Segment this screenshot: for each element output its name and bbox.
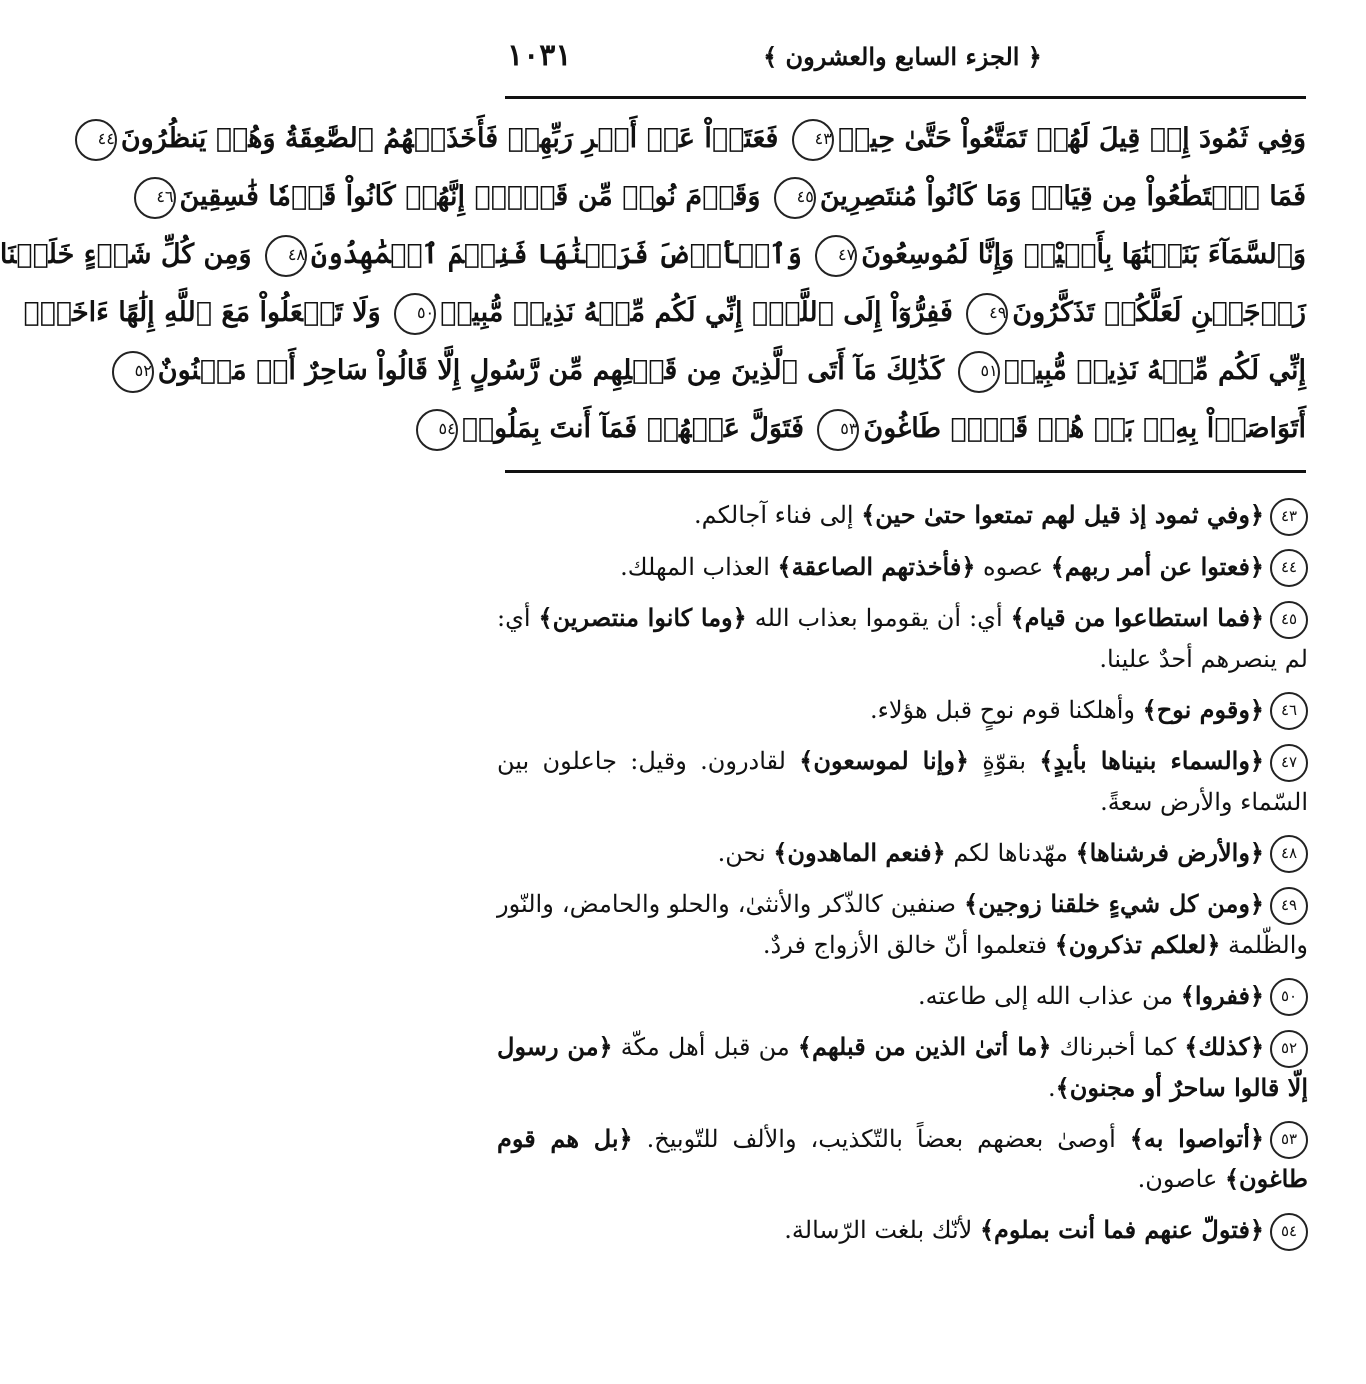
commentary-text: فتعلموا أنّ خالق الأزواج فردٌ. bbox=[762, 930, 1055, 959]
commentary-text: صنفين كالذّكر والأنثىٰ، والحلو والحامض، والنّور والظّلمة bbox=[497, 890, 1308, 959]
tafsir-entry bbox=[497, 1210, 1308, 1251]
running-title: ﴿ الجزء السابع والعشرون ﴾ bbox=[763, 42, 1042, 71]
quoted-verse: ﴿لعلكم تذكرون﴾ bbox=[1054, 929, 1221, 959]
commentary-text: عصوه bbox=[975, 552, 1051, 581]
ayah-text: فَمَا ٱسۡتَطَٰعُواْ مِن قِيَامٖ وَمَا كَانُواْ مُنتَصِرِينَ bbox=[819, 181, 1306, 212]
ayah-number-marker: ٤٤ bbox=[75, 119, 117, 161]
commentary-text: بقوّةٍ bbox=[969, 747, 1040, 775]
quran-line bbox=[0, 226, 1306, 284]
ayah-number-marker: ٤٥ bbox=[774, 177, 816, 219]
quoted-verse: ﴿وقوم نوح﴾ bbox=[1142, 694, 1264, 724]
tafsir-entry bbox=[497, 690, 1308, 731]
tafsir-block bbox=[497, 495, 1308, 1262]
quoted-verse: ﴿فأخذتهم الصاعقة﴾ bbox=[777, 551, 976, 581]
tafsir-entry bbox=[497, 495, 1308, 536]
commentary-text: من عذاب الله إلى طاعته. bbox=[918, 981, 1181, 1010]
ayah-text: إِنِّي لَكُم مِّنۡهُ نَذِيرٞ مُّبِينٞ bbox=[1003, 355, 1306, 386]
ayah-text: فَفِرُّوٓاْ إِلَى ٱللَّهِۖ إِنِّي لَكُم مِّنۡهُ نَذِيرٞ مُّبِينٞ bbox=[440, 297, 953, 328]
ayah-number-marker: ٥١ bbox=[958, 351, 1000, 393]
ayah-text: وَمِن كُلِّ شَيۡءٍ خَلَقۡنَا bbox=[0, 239, 252, 270]
quoted-verse: ﴿وفي ثمود إذ قيل لهم تمتعوا حتىٰ حين﴾ bbox=[861, 500, 1264, 529]
commentary-text: كما أخبرناك bbox=[1051, 1033, 1185, 1061]
commentary-text: وأهلكنا قوم نوحٍ قبل هؤلاء. bbox=[869, 695, 1143, 724]
tafsir-entry bbox=[497, 833, 1308, 874]
verse-number-badge: ٥٤ bbox=[1270, 1213, 1308, 1251]
quoted-verse: ﴿ومن كل شيءٍ خلقنا زوجين﴾ bbox=[964, 889, 1264, 918]
quoted-verse: ﴿كذلك﴾ bbox=[1184, 1032, 1264, 1061]
commentary-text: . bbox=[1047, 1073, 1056, 1102]
tafsir-entry bbox=[497, 741, 1308, 822]
verse-number-badge: ٥٣ bbox=[1270, 1121, 1308, 1159]
commentary-text: نحن. bbox=[717, 838, 774, 867]
ayah-number-marker: ٥٠ bbox=[394, 293, 436, 335]
quoted-verse: ﴿من رسول إلّا قالوا ساحرٌ أو مجنون﴾ bbox=[497, 1032, 1308, 1102]
tafsir-entry bbox=[497, 884, 1308, 965]
ayah-text: أَتَوَاصَوۡاْ بِهِۦۚ بَلۡ هُمۡ قَوۡمٞ طَاغُونَ bbox=[863, 413, 1306, 444]
ayah-number-marker: ٤٧ bbox=[815, 235, 857, 277]
commentary-text: أي: لم ينصرهم أحدٌ علينا. bbox=[497, 604, 1308, 673]
ayah-text: كَذَٰلِكَ مَآ أَتَى ٱلَّذِينَ مِن قَبۡلِهِم مِّن رَّسُولٍ إِلَّا قَالُواْ سَاحِرٌ أَوۡ مَجۡنُونٌ bbox=[157, 355, 945, 386]
ayah-text: فَتَوَلَّ عَنۡهُمۡ فَمَآ أَنتَ بِمَلُومٖ bbox=[461, 413, 804, 444]
commentary-text: لأنّك بلغت الرّسالة. bbox=[784, 1216, 980, 1244]
ayah-number-marker: ٥٣ bbox=[817, 409, 859, 451]
page-header bbox=[497, 30, 1308, 90]
ayah-number-marker: ٤٦ bbox=[134, 177, 176, 219]
commentary-text: أوصىٰ بعضهم بعضاً بالتّكذيب، والألف للتّوبيخ. bbox=[632, 1124, 1130, 1153]
quoted-verse: ﴿أتواصوا به﴾ bbox=[1129, 1123, 1264, 1153]
ayah-number-marker: ٤٣ bbox=[792, 119, 834, 161]
quoted-verse: ﴿وما كانوا منتصرين﴾ bbox=[538, 603, 747, 632]
top-divider bbox=[505, 96, 1306, 99]
verse-number-badge: ٤٧ bbox=[1270, 744, 1308, 782]
quran-text-block bbox=[0, 110, 1306, 460]
commentary-text: من قبل أهل مكّة bbox=[612, 1033, 798, 1061]
verse-number-badge: ٥٠ bbox=[1270, 978, 1308, 1016]
quoted-verse: ﴿فنعم الماهدون﴾ bbox=[773, 837, 946, 867]
commentary-text: عاصون. bbox=[1137, 1165, 1225, 1193]
quoted-verse: ﴿ففروا﴾ bbox=[1180, 980, 1264, 1010]
verse-number-badge: ٤٩ bbox=[1270, 887, 1308, 925]
ayah-number-marker: ٥٤ bbox=[416, 409, 458, 451]
tafsir-entry bbox=[497, 976, 1308, 1017]
tafsir-entry bbox=[497, 547, 1308, 588]
commentary-text: مهّدناها لكم bbox=[945, 838, 1076, 867]
tafsir-entry bbox=[497, 1027, 1308, 1108]
tafsir-entry bbox=[497, 598, 1308, 679]
ayah-number-marker: ٤٨ bbox=[265, 235, 307, 277]
verse-number-badge: ٤٣ bbox=[1270, 498, 1308, 536]
ayah-text: وَقَوۡمَ نُوحٖ مِّن قَبۡلُۖ إِنَّهُمۡ كَانُواْ قَوۡمٗا فَٰسِقِينَ bbox=[179, 181, 761, 212]
ayah-text: وَٱلۡأَرۡضَ فَرَشۡنَٰهَا فَنِعۡمَ ٱلۡمَٰهِدُونَ bbox=[311, 239, 802, 270]
middle-divider bbox=[505, 470, 1306, 473]
quran-line bbox=[23, 284, 1306, 342]
quoted-verse: ﴿والأرض فرشناها﴾ bbox=[1075, 837, 1264, 867]
quoted-verse: ﴿فما استطاعوا من قيام﴾ bbox=[1010, 603, 1264, 632]
ayah-number-marker: ٥٢ bbox=[112, 351, 154, 393]
quran-line bbox=[438, 400, 1306, 458]
quoted-verse: ﴿وإنا لموسعون﴾ bbox=[799, 746, 969, 775]
quoted-verse: ﴿فتولّ عنهم فما أنت بملوم﴾ bbox=[979, 1215, 1264, 1244]
ayah-text: وَلَا تَجۡعَلُواْ مَعَ ٱللَّهِ إِلَٰهًا ءَاخَرَۖ bbox=[23, 297, 381, 328]
commentary-text: أي: أن يقوموا بعذاب الله bbox=[746, 604, 1011, 632]
commentary-text: إلى فناء آجالكم. bbox=[694, 501, 862, 529]
ayah-text: وَفِي ثَمُودَ إِذۡ قِيلَ لَهُمۡ تَمَتَّعُواْ حَتَّىٰ حِينٖ bbox=[837, 123, 1306, 154]
verse-number-badge: ٥٢ bbox=[1270, 1030, 1308, 1068]
tafsir-entry bbox=[497, 1119, 1308, 1200]
quran-line bbox=[156, 168, 1306, 226]
quoted-verse: ﴿فعتوا عن أمر ربهم﴾ bbox=[1050, 551, 1264, 581]
commentary-text: العذاب المهلك. bbox=[620, 552, 778, 581]
quoted-verse: ﴿والسماء بنيناها بأيدٍ﴾ bbox=[1039, 746, 1264, 775]
verse-number-badge: ٤٥ bbox=[1270, 601, 1308, 639]
ayah-text: زَوۡجَيۡنِ لَعَلَّكُمۡ تَذَكَّرُونَ bbox=[1012, 297, 1306, 328]
quoted-verse: ﴿ما أتىٰ الذين من قبلهم﴾ bbox=[797, 1032, 1052, 1061]
ayah-text: فَعَتَوۡاْ عَنۡ أَمۡرِ رَبِّهِمۡ فَأَخَذَتۡهُمُ ٱلصَّٰعِقَةُ وَهُمۡ يَنظُرُونَ bbox=[120, 123, 779, 154]
quran-line bbox=[134, 342, 1306, 400]
quran-line bbox=[97, 110, 1306, 168]
verse-number-badge: ٤٤ bbox=[1270, 549, 1308, 587]
commentary-text: لقادرون. وقيل: جاعلون بين السّماء والأرض سعةً. bbox=[497, 747, 1308, 816]
quoted-verse: ﴿بل هم قوم طاغون﴾ bbox=[497, 1123, 1308, 1193]
verse-number-badge: ٤٨ bbox=[1270, 835, 1308, 873]
verse-number-badge: ٤٦ bbox=[1270, 692, 1308, 730]
ayah-text: وَٱلسَّمَآءَ بَنَيۡنَٰهَا بِأَيۡيْدٖ وَإِنَّا لَمُوسِعُونَ bbox=[861, 239, 1306, 270]
page-number: ١٠٣١ bbox=[507, 38, 572, 73]
ayah-number-marker: ٤٩ bbox=[966, 293, 1008, 335]
